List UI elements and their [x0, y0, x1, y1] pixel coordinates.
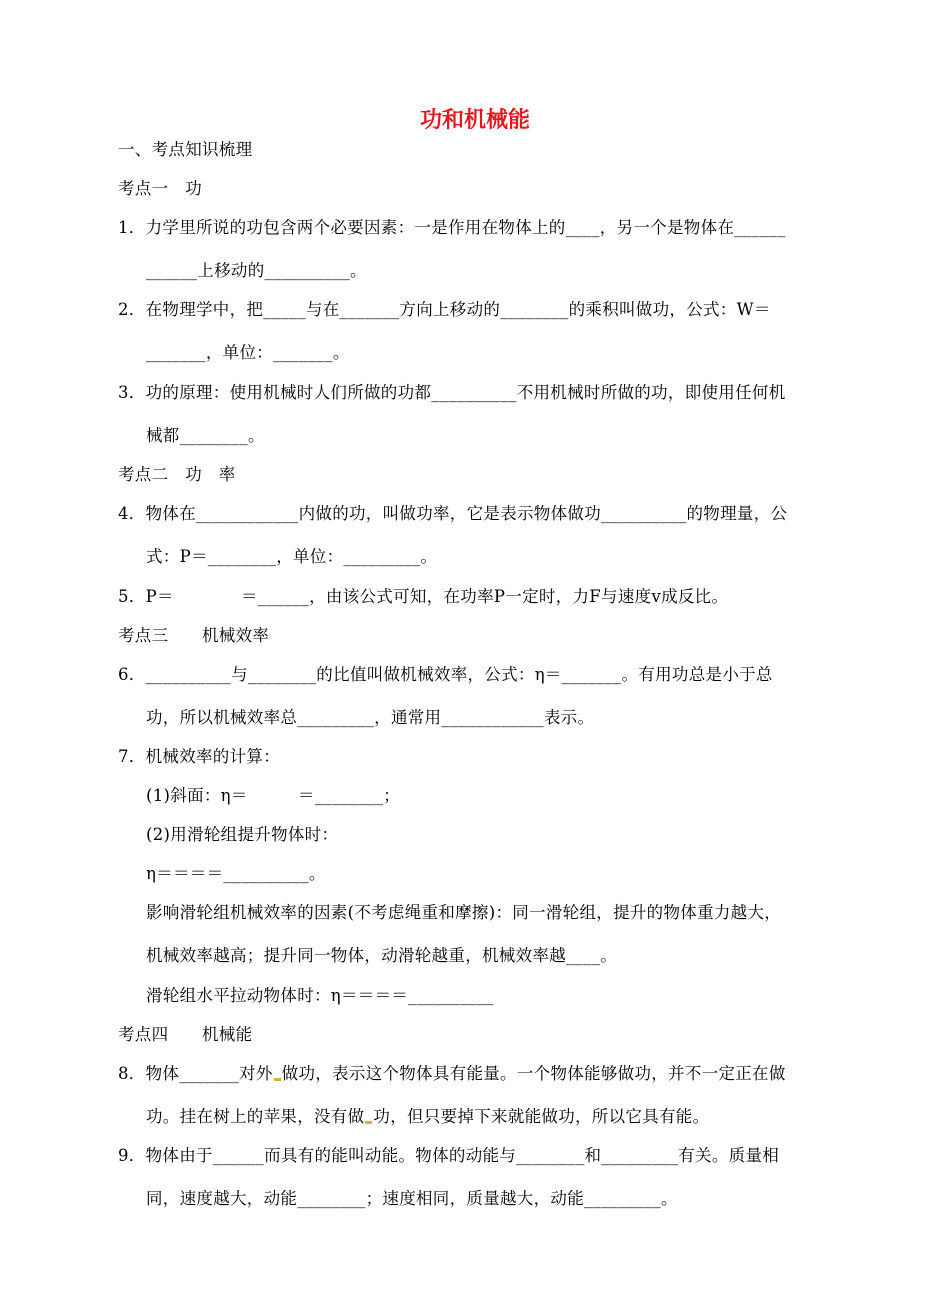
question-9-line-2: 同，速度越大，动能________；速度相同，质量越大，动能_________。	[146, 1189, 678, 1208]
question-8-line-2: 功。挂在树上的苹果，没有做 功，但只要掉下来就能做功，所以它具有能。	[146, 1107, 710, 1126]
question-8-line-1: 8．物体_______对外 做功，表示这个物体具有能量。一个物体能够做功，并不一定正在做	[118, 1064, 786, 1083]
question-7-pulley-formula: η＝＝＝＝__________。	[146, 864, 326, 883]
question-7-factors-line-2: 机械效率越高；提升同一物体，动滑轮越重，机械效率越____。	[146, 946, 617, 965]
annotation-mark	[274, 1078, 281, 1081]
annotation-mark	[365, 1121, 372, 1124]
question-7-horizontal-formula: 滑轮组水平拉动物体时：η＝＝＝＝__________	[146, 986, 494, 1005]
question-9-line-1: 9．物体由于______而具有的能叫动能。物体的动能与________和_________有关。质量相	[118, 1146, 780, 1165]
question-3-line-2: 械都________。	[146, 426, 265, 445]
question-6-line-1: 6．__________与________的比值叫做机械效率，公式：η＝_______。有用功总是小于总	[118, 665, 773, 684]
question-3-line-1: 3．功的原理：使用机械时人们所做的功都__________不用机械时所做的功，即使用任何机	[118, 383, 786, 402]
question-2-line-1: 2．在物理学中，把_____与在_______方向上移动的________的乘积叫做功，公式：W＝	[118, 300, 771, 319]
question-7-incline: (1)斜面：η＝ ＝________；	[146, 786, 401, 805]
topic-heading-2: 考点二 功 率	[118, 465, 236, 484]
section-heading: 一、考点知识梳理	[118, 140, 253, 159]
question-7-heading: 7．机械效率的计算：	[118, 747, 280, 766]
question-6-line-2: 功，所以机械效率总_________，通常用____________表示。	[146, 708, 595, 727]
question-1-line-2: ______上移动的__________。	[146, 261, 367, 280]
question-1-line-1: 1．力学里所说的功包含两个必要因素：一是作用在物体上的____，另一个是物体在______	[118, 218, 786, 237]
question-7-pulley-heading: (2)用滑轮组提升物体时：	[146, 825, 339, 844]
topic-heading-3: 考点三 机械效率	[118, 626, 270, 645]
question-7-factors-line-1: 影响滑轮组机械效率的因素(不考虑绳重和摩擦)：同一滑轮组，提升的物体重力越大，	[146, 903, 782, 922]
topic-heading-4: 考点四 机械能	[118, 1025, 253, 1044]
question-4-line-2: 式：P＝________，单位：_________。	[146, 547, 438, 566]
question-5: 5．P＝ ＝______，由该公式可知，在功率P一定时，力F与速度v成反比。	[118, 587, 729, 606]
topic-heading-1: 考点一 功	[118, 179, 202, 198]
question-2-line-2: _______，单位：_______。	[146, 343, 350, 362]
question-4-line-1: 4．物体在____________内做的功，叫做功率，它是表示物体做功__________的物理量，公	[118, 504, 788, 523]
page-title: 功和机械能	[419, 108, 530, 133]
